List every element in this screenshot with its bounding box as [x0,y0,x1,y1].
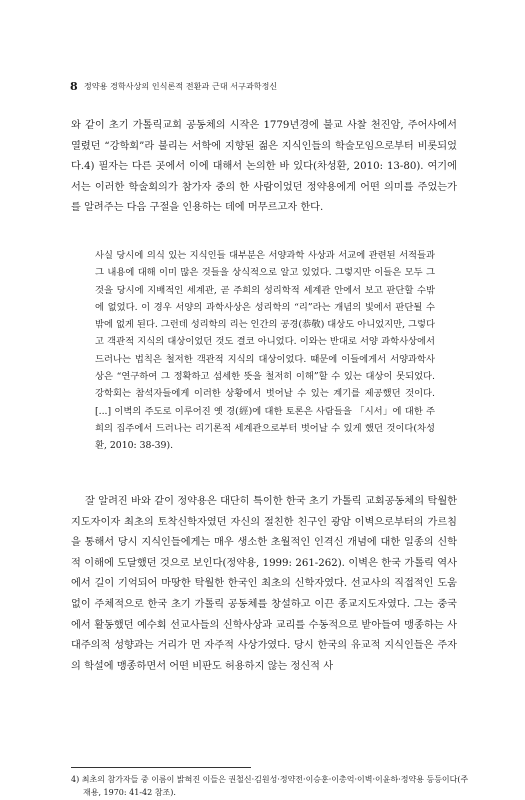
body-paragraph: 잘 알려진 바와 같이 정약용은 대단히 특이한 한국 초기 가톨릭 교회공동체의 탁월한 지도자이자 최초의 토착신학자였던 자신의 절친한 친구인 광암 이벽으로부터의 가르침을 통해서 당시 지식인들에게는 매우 생소한 초월적인 인격신 개념에 대한 일종의 신학적 이해에 도달했던 것으로 보인다(정약용, 1999: 261-262). 이벽은 한국 가톨릭 역사에서 길이 기억되어 마땅한 탁월한 한국인 최초의 신학자였다. 선교사의 직접적인 도움 없이 주체적으로 한국 초기 가톨릭 공동체를 창설하고 이끈 종교지도자였다. 그는 중국에서 활동했던 예수회 선교사들의 신학사상과 교리를 수동적으로 받아들여 맹종하는 사대주의적 성향과는 거리가 먼 자주적 사상가였다. 당시 한국의 유교적 지식인들은 주자의 학설에 맹종하면서 어떤 비판도 허용하지 않는 정신적 사 [71,496,457,672]
footnote-separator [71,767,251,768]
footnote: 4) 최초의 참가자들 중 이름이 밝혀진 이들은 권철신·김원성·정약전·이승훈·이총억·이벽·이윤하·정약용 등등이다(주재용, 1970: 41-42 참조). [71,775,469,797]
block-quote: 사실 당시에 의식 있는 지식인들 대부분은 서양과학 사상과 서교에 관련된 서적들과 그 내용에 대해 이미 많은 것들을 상식적으로 알고 있었다. 그렇지만 이들은 모두 그것을 당시에 지배적인 세계관, 곧 주희의 성리학적 세계관 안에서 보고 판단할 수밖에 없었다. 이 경우 서양의 과학사상은 성리학의 “리”라는 개념의 빛에서 판단될 수밖에 없게 된다. 그런데 성리학의 리는 인간의 공경(恭敬) 대상도 아니었지만, 그렇다고 객관적 지식의 대상이었던 것도 결코 아니었다. 이와는 반대로 서양 과학사상에서 드러나는 법칙은 철저한 객관적 지식의 대상이었다. 때문에 이들에게서 서양과학사상은 “연구하여 그 정확하고 섬세한 뜻을 철저히 이해”할 수 있는 대상이 못되었다. 강학회는 참석자들에게 이러한 상황에서 벗어날 수 있는 계기를 제공했던 것이다. [...] 이벽의 주도로 이루어진 옛 경(經)에 대한 토론은 사람들을 「시서」에 대한 주희의 집주에서 드러나는 리기론적 세계관으로부터 벗어날 수 있게 했던 것이다(차성환, 2010: 38-39). [95,250,435,452]
page-number: 8 [70,80,78,93]
running-title: 정약용 경학사상의 인식론적 전환과 근대 서구과학정신 [84,82,278,91]
running-header [70,80,470,96]
body-paragraph: 와 같이 초기 가톨릭교회 공동체의 시작은 1779년경에 불교 사찰 천진암, 주어사에서 열렸던 “강학회”라 불리는 서학에 지향된 젊은 지식인들의 학술모임으로부터 비롯되었다.4) 필자는 다른 곳에서 이에 대해서 논의한 바 있다(차성환, 2010: 13-80). 여기에서는 이러한 학술회의가 참가자 중의 한 사람이었던 정약용에게 어떤 의미를 주었는가를 알려주는 다음 구절을 인용하는 데에 머무르고자 한다. [71,120,457,214]
